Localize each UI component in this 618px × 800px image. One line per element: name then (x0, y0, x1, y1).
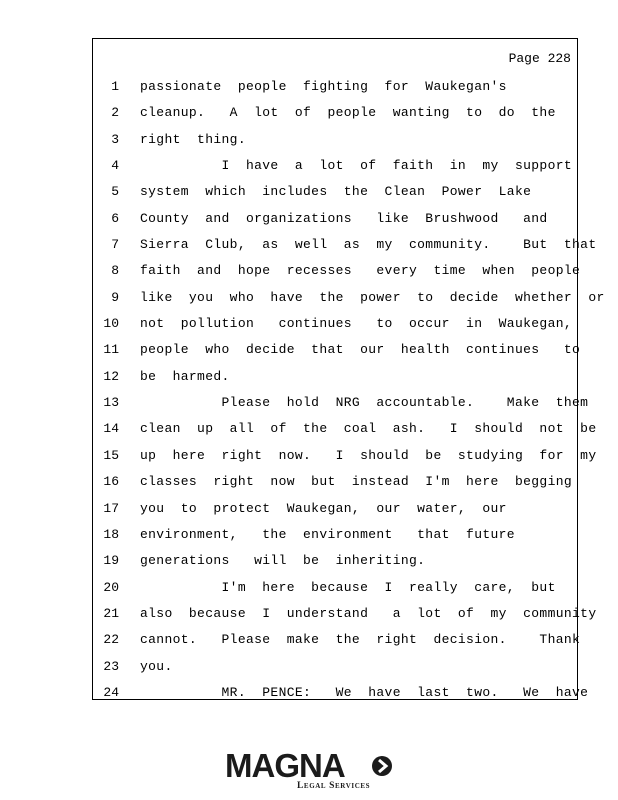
chevron-circle-icon (371, 755, 393, 777)
transcript-line (93, 364, 577, 390)
transcript-line (93, 285, 605, 311)
line-text: I'm here because I really care, but (140, 579, 556, 595)
line-number: 3 (111, 131, 119, 147)
line-text: up here right now. I should be studying for my (140, 447, 597, 463)
transcript-lines (93, 74, 605, 706)
line-text: right thing. (140, 131, 246, 147)
line-text: cleanup. A lot of people wanting to do the (140, 105, 556, 121)
line-number: 11 (103, 342, 119, 358)
transcript-line (93, 100, 577, 126)
line-number: 16 (103, 474, 119, 490)
transcript-line (93, 153, 577, 179)
line-number: 9 (111, 289, 119, 305)
transcript-line (93, 522, 577, 548)
transcript-line (93, 337, 581, 363)
magna-logo (225, 748, 395, 794)
line-number: 6 (111, 210, 119, 226)
transcript-line (93, 258, 581, 284)
transcript-line (93, 74, 577, 100)
transcript-line (93, 390, 589, 416)
logo-wordmark: MAGNA (225, 747, 345, 784)
line-text: also because I understand a lot of my community (140, 605, 597, 621)
transcript-line (93, 654, 577, 680)
line-number: 20 (103, 579, 119, 595)
line-text: cannot. Please make the right decision. Thank (140, 632, 581, 648)
line-number: 4 (111, 158, 119, 174)
transcript-line (93, 232, 597, 258)
line-number: 24 (103, 684, 119, 700)
line-text: I have a lot of faith in my support (140, 158, 573, 174)
line-text: faith and hope recesses every time when people (140, 263, 581, 279)
line-text: you. (140, 658, 173, 674)
line-text: passionate people fighting for Waukegan's (140, 79, 507, 94)
line-number: 8 (111, 263, 119, 279)
line-number: 21 (103, 605, 119, 621)
line-text: MR. PENCE: We have last two. We have (140, 684, 589, 700)
transcript-line (93, 548, 577, 574)
line-number: 7 (111, 237, 119, 253)
line-text: classes right now but instead I'm here begging (140, 474, 573, 490)
line-text: you to protect Waukegan, our water, our (140, 500, 507, 516)
line-text: environment, the environment that future (140, 526, 515, 542)
line-text: be harmed. (140, 368, 230, 384)
transcript-line (93, 680, 589, 706)
transcript-line (93, 127, 577, 153)
line-number: 22 (103, 632, 119, 648)
line-text: people who decide that our health continues to (140, 342, 581, 358)
line-text: clean up all of the coal ash. I should not be (140, 421, 597, 437)
transcript-line (93, 469, 577, 495)
transcript-line (93, 443, 597, 469)
line-number: 18 (103, 526, 119, 542)
transcript-line (93, 496, 577, 522)
transcript-line (93, 575, 577, 601)
transcript-page (92, 38, 605, 700)
line-number: 10 (103, 316, 119, 332)
line-number: 15 (103, 447, 119, 463)
line-number: 14 (103, 421, 119, 437)
transcript-line (93, 179, 577, 205)
line-text: County and organizations like Brushwood and (140, 210, 548, 226)
line-text: system which includes the Clean Power Lake (140, 184, 532, 200)
line-text: generations will be inheriting. (140, 553, 426, 569)
line-number: 12 (103, 368, 119, 384)
line-text: not pollution continues to occur in Waukegan, (140, 316, 573, 332)
line-number: 19 (103, 553, 119, 569)
line-number: 1 (111, 79, 119, 94)
page-number: Page 228 (508, 51, 571, 66)
line-number: 5 (111, 184, 119, 200)
line-number: 23 (103, 658, 119, 674)
transcript-line (93, 601, 597, 627)
line-number: 13 (103, 395, 119, 411)
transcript-line (93, 627, 581, 653)
transcript-line (93, 311, 577, 337)
line-text: Sierra Club, as well as my community. But that (140, 237, 597, 253)
transcript-line (93, 206, 577, 232)
line-text: like you who have the power to decide whether or (140, 289, 605, 305)
line-number: 17 (103, 500, 119, 516)
line-number: 2 (111, 105, 119, 121)
transcript-line (93, 416, 597, 442)
line-text: Please hold NRG accountable. Make them (140, 395, 589, 411)
logo-subtitle: Legal Services (297, 781, 371, 791)
